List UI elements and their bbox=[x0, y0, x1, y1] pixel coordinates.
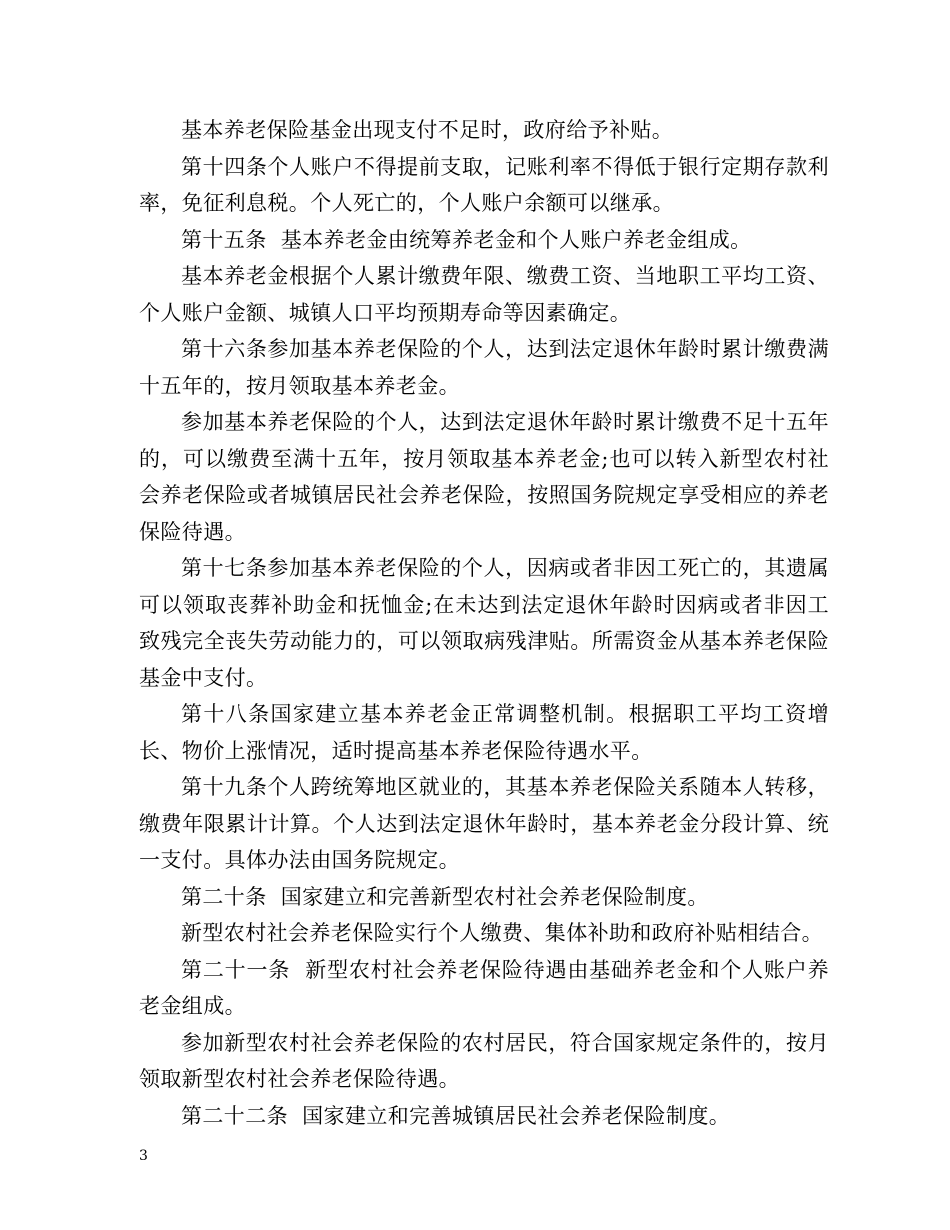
paragraph: 新型农村社会养老保险实行个人缴费、集体补助和政府补贴相结合。 bbox=[181, 921, 823, 945]
page-number: 3 bbox=[139, 1148, 148, 1164]
paragraph: 第十七条参加基本养老保险的个人，因病或者非因工死亡的，其遗属可以领取丧葬补助金和抚恤金;在未达到法定退休年龄时因病或者非因工致残完全丧失劳动能力的，可以领取病残津贴。所需资金从基本养老保险基金中支付。 bbox=[139, 556, 829, 690]
paragraph: 基本养老金根据个人累计缴费年限、缴费工资、当地职工平均工资、个人账户金额、城镇人口平均预期寿命等因素确定。 bbox=[139, 264, 829, 325]
paragraph: 参加基本养老保险的个人，达到法定退休年龄时累计缴费不足十五年的，可以缴费至满十五年，按月领取基本养老金;也可以转入新型农村社会养老保险或者城镇居民社会养老保险，按照国务院规定享受相应的养老保险待遇。 bbox=[139, 410, 829, 544]
paragraph: 第十六条参加基本养老保险的个人，达到法定退休年龄时累计缴费满十五年的，按月领取基本养老金。 bbox=[139, 337, 829, 398]
paragraph: 基本养老保险基金出现支付不足时，政府给予补贴。 bbox=[181, 118, 674, 142]
paragraph: 参加新型农村社会养老保险的农村居民，符合国家规定条件的，按月领取新型农村社会养老保险待遇。 bbox=[139, 1030, 829, 1091]
paragraph: 第二十一条 新型农村社会养老保险待遇由基础养老金和个人账户养老金组成。 bbox=[139, 957, 829, 1018]
paragraph: 第十八条国家建立基本养老金正常调整机制。根据职工平均工资增长、物价上涨情况，适时提高基本养老保险待遇水平。 bbox=[139, 702, 829, 763]
paragraph: 第二十二条 国家建立和完善城镇居民社会养老保险制度。 bbox=[181, 1103, 731, 1128]
paragraph: 第十四条个人账户不得提前支取，记账利率不得低于银行定期存款利率，免征利息税。个人死亡的，个人账户余额可以继承。 bbox=[139, 154, 829, 215]
paragraph: 第十五条 基本养老金由统筹养老金和个人账户养老金组成。 bbox=[181, 227, 752, 252]
paragraph: 第二十条 国家建立和完善新型农村社会养老保险制度。 bbox=[181, 884, 709, 909]
document-body bbox=[139, 112, 829, 1134]
paragraph: 第十九条个人跨统筹地区就业的，其基本养老保险关系随本人转移，缴费年限累计计算。个人达到法定退休年龄时，基本养老金分段计算、统一支付。具体办法由国务院规定。 bbox=[139, 775, 829, 872]
